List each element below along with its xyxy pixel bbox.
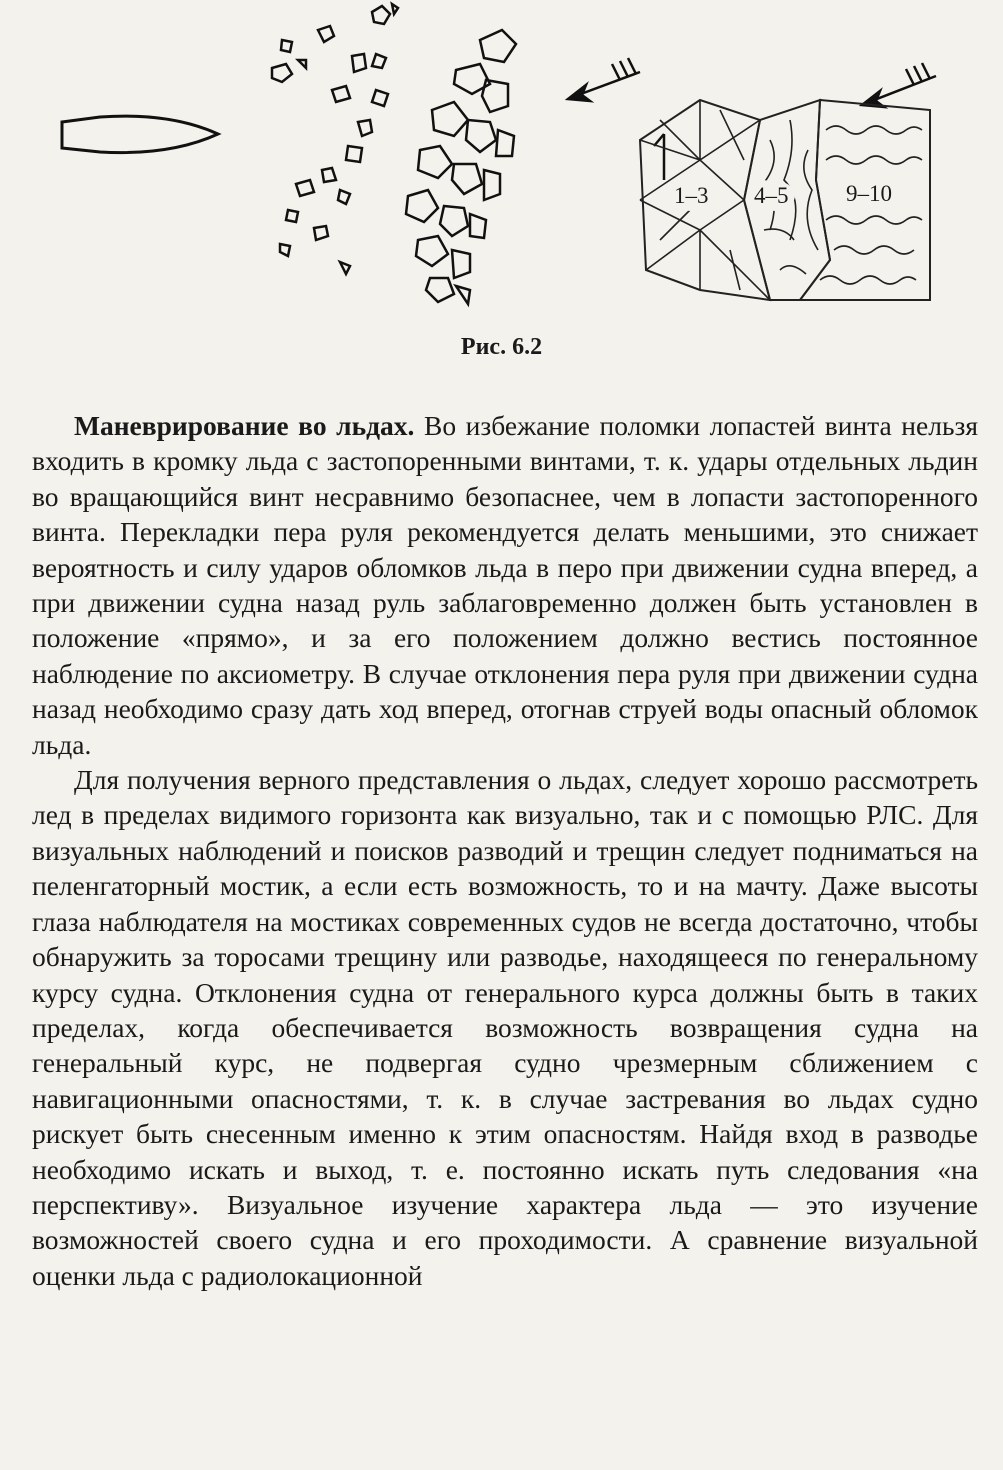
paragraph-text: Во избежание поломки лопастей винта нельзя входить в кромку льда с застопоренными винтами, т. к. удары отдельных льдин во вращающийся винт несравнимо безопаснее, чем в лопасти застопоренного винта. Перекладки пера руля рекомендуется делать меньшими, это снижает вероятность и силу ударов обломков льда в перо при движении судна вперед, а при движении судна назад руль заблаговременно должен быть установлен в положение «прямо», и за его положением должно вестись постоянное наблюдение по аксиометру. В случае отклонения пера руля при движении судна назад необходимо сразу дать ход вперед, отогнав струей воды опасный обломок льда.: [32, 410, 978, 760]
zone-label-4-5: 4–5: [748, 180, 795, 211]
paragraph-text: Для получения верного представления о льдах, следует хорошо рассмотреть лед в пределах видимого горизонта как визуально, так и с помощью РЛС. Для визуальных наблюдений и поисков разводий и трещин следует подниматься на пеленгаторный мостик, а если есть возможность, то и на мачту. Даже высоты глаза наблюдателя на мостиках современных судов не всегда достаточно, чтобы обнаружить за торосами трещину или разводье, находящееся по генеральному курсу судна. Отклонения судна от генерального курса должны быть в таких пределах, когда обеспечивается возможность возвращения судна на генеральный курс, не подвергая судно чрезмерным сближением с навигационными опасностями, т. к. в случае застревания во льдах судно рискует быть снесенным именно к этим опасностям. Найдя вход в разводье необходимо искать и выход, т. е. постоянно искать путь следования «на перспективу». Визуальное изучение характера льда — это изучение возможностей своего судна и его проходимости. А сравнение визуальной оценки льда с радиолокационной: [32, 764, 978, 1291]
paragraph: [32, 762, 978, 1293]
ice-diagram: [0, 0, 1003, 330]
scattered-floes: [272, 4, 398, 274]
wind-arrow-2: [862, 63, 936, 107]
body-text: [32, 408, 978, 1293]
wind-arrow-1: [568, 58, 640, 101]
zone-label-9-10: 9–10: [840, 178, 898, 209]
paragraph: [32, 408, 978, 762]
figure-6-2: [0, 0, 1003, 330]
ice-band: [406, 30, 516, 304]
ship-hull: [62, 116, 218, 153]
figure-caption: Рис. 6.2: [460, 334, 543, 360]
paragraph-lead: Маневрирование во льдах.: [74, 410, 415, 441]
zone-label-1-3: 1–3: [668, 180, 715, 211]
flag-marker: [654, 134, 664, 180]
